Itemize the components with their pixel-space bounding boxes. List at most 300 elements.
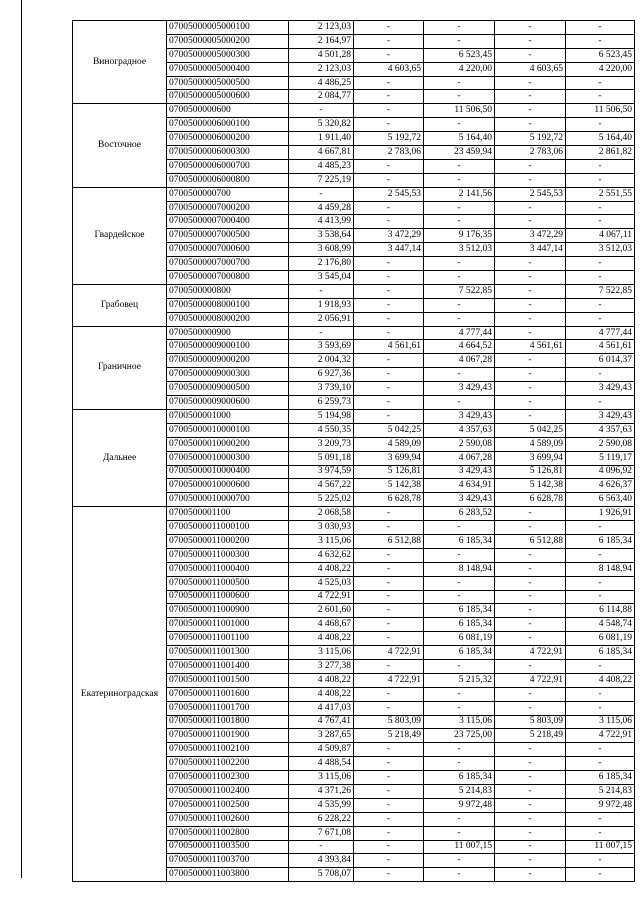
value-col-1: 2 123,03 bbox=[289, 62, 354, 76]
value-col-3: - bbox=[424, 701, 495, 715]
value-col-4: - bbox=[495, 604, 566, 618]
value-col-5: - bbox=[566, 201, 635, 215]
value-col-1: 3 593,69 bbox=[289, 340, 354, 354]
value-col-2: - bbox=[354, 104, 424, 118]
value-col-1: 2 056,91 bbox=[289, 312, 354, 326]
value-col-3: 4 777,44 bbox=[424, 326, 495, 340]
code-cell: 07005000005000300 bbox=[167, 48, 289, 62]
value-col-3: - bbox=[424, 312, 495, 326]
value-col-2: - bbox=[354, 326, 424, 340]
value-col-3: 3 429,43 bbox=[424, 465, 495, 479]
value-col-5: 5 214,83 bbox=[566, 784, 635, 798]
value-col-1: 3 115,06 bbox=[289, 534, 354, 548]
value-col-4: - bbox=[495, 743, 566, 757]
value-col-4: - bbox=[495, 34, 566, 48]
value-col-4: - bbox=[495, 868, 566, 882]
value-col-3: - bbox=[424, 21, 495, 35]
value-col-2: - bbox=[354, 548, 424, 562]
value-col-5: 3 429,43 bbox=[566, 409, 635, 423]
value-col-1: 3 739,10 bbox=[289, 382, 354, 396]
value-col-2: - bbox=[354, 590, 424, 604]
value-col-3: 3 429,43 bbox=[424, 409, 495, 423]
value-col-5: 11 007,15 bbox=[566, 840, 635, 854]
value-col-2: 3 472,29 bbox=[354, 229, 424, 243]
value-col-5: - bbox=[566, 312, 635, 326]
code-cell: 07005000011002100 bbox=[167, 743, 289, 757]
value-col-3: 4 664,52 bbox=[424, 340, 495, 354]
value-col-3: 5 215,32 bbox=[424, 673, 495, 687]
value-col-2: 4 603,65 bbox=[354, 62, 424, 76]
code-cell: 07005000005000400 bbox=[167, 62, 289, 76]
value-col-1: 5 708,07 bbox=[289, 868, 354, 882]
value-col-4: - bbox=[495, 632, 566, 646]
value-col-4: - bbox=[495, 757, 566, 771]
value-col-1: 4 468,67 bbox=[289, 618, 354, 632]
value-col-2: - bbox=[354, 215, 424, 229]
value-col-1: 3 115,06 bbox=[289, 646, 354, 660]
table-row bbox=[73, 326, 635, 340]
value-col-3: - bbox=[424, 757, 495, 771]
value-col-1: 4 501,28 bbox=[289, 48, 354, 62]
value-col-2: 4 561,61 bbox=[354, 340, 424, 354]
value-col-1: 4 459,28 bbox=[289, 201, 354, 215]
settlement-name: Виноградное bbox=[73, 21, 167, 104]
value-col-1: - bbox=[289, 326, 354, 340]
code-cell: 0700500000600 bbox=[167, 104, 289, 118]
value-col-2: - bbox=[354, 784, 424, 798]
value-col-4: - bbox=[495, 826, 566, 840]
value-col-1: 4 393,84 bbox=[289, 854, 354, 868]
value-col-4: - bbox=[495, 576, 566, 590]
value-col-2: - bbox=[354, 118, 424, 132]
value-col-3: 6 523,45 bbox=[424, 48, 495, 62]
value-col-1: 4 485,23 bbox=[289, 159, 354, 173]
code-cell: 07005000008000200 bbox=[167, 312, 289, 326]
code-cell: 07005000009000500 bbox=[167, 382, 289, 396]
value-col-3: 4 357,63 bbox=[424, 423, 495, 437]
code-cell: 07005000010000200 bbox=[167, 437, 289, 451]
code-cell: 07005000006000700 bbox=[167, 159, 289, 173]
value-col-4: - bbox=[495, 854, 566, 868]
code-cell: 0700500000800 bbox=[167, 284, 289, 298]
value-col-3: - bbox=[424, 159, 495, 173]
value-col-5: - bbox=[566, 298, 635, 312]
value-col-5: 6 081,19 bbox=[566, 632, 635, 646]
settlement-name: Граничное bbox=[73, 326, 167, 409]
code-cell: 07005000011001100 bbox=[167, 632, 289, 646]
value-col-2: - bbox=[354, 298, 424, 312]
table-row bbox=[73, 284, 635, 298]
code-cell: 0700500000900 bbox=[167, 326, 289, 340]
code-cell: 0700500001100 bbox=[167, 507, 289, 521]
value-col-3: 2 590,08 bbox=[424, 437, 495, 451]
value-col-5: - bbox=[566, 701, 635, 715]
value-col-1: 6 228,22 bbox=[289, 812, 354, 826]
value-col-1: 3 608,99 bbox=[289, 243, 354, 257]
value-col-4: 5 218,49 bbox=[495, 729, 566, 743]
value-col-5: 6 185,34 bbox=[566, 646, 635, 660]
value-col-5: - bbox=[566, 757, 635, 771]
value-col-4: - bbox=[495, 798, 566, 812]
value-col-3: 6 185,34 bbox=[424, 771, 495, 785]
value-col-3: - bbox=[424, 826, 495, 840]
value-col-5: 4 777,44 bbox=[566, 326, 635, 340]
value-col-5: 6 185,34 bbox=[566, 771, 635, 785]
code-cell: 07005000007000200 bbox=[167, 201, 289, 215]
value-col-4: - bbox=[495, 687, 566, 701]
table-row bbox=[73, 409, 635, 423]
value-col-2: - bbox=[354, 257, 424, 271]
value-col-5: 6 114,88 bbox=[566, 604, 635, 618]
value-col-1: - bbox=[289, 187, 354, 201]
value-col-1: 2 601,60 bbox=[289, 604, 354, 618]
value-col-4: - bbox=[495, 507, 566, 521]
value-col-1: 6 927,36 bbox=[289, 368, 354, 382]
code-cell: 07005000011002600 bbox=[167, 812, 289, 826]
value-col-3: 23 459,94 bbox=[424, 146, 495, 160]
value-col-5: 2 551,55 bbox=[566, 187, 635, 201]
value-col-3: - bbox=[424, 396, 495, 410]
value-col-1: 6 259,73 bbox=[289, 396, 354, 410]
value-col-5: 3 429,43 bbox=[566, 382, 635, 396]
code-cell: 0700500000700 bbox=[167, 187, 289, 201]
value-col-4: 3 472,29 bbox=[495, 229, 566, 243]
value-col-5: - bbox=[566, 215, 635, 229]
value-col-5: - bbox=[566, 396, 635, 410]
settlement-name: Дальнее bbox=[73, 409, 167, 506]
code-cell: 07005000010000400 bbox=[167, 465, 289, 479]
value-col-3: - bbox=[424, 76, 495, 90]
value-col-2: 5 142,38 bbox=[354, 479, 424, 493]
value-col-3: 3 115,06 bbox=[424, 715, 495, 729]
value-col-3: - bbox=[424, 368, 495, 382]
value-col-1: 3 209,73 bbox=[289, 437, 354, 451]
code-cell: 07005000009000300 bbox=[167, 368, 289, 382]
value-col-4: - bbox=[495, 784, 566, 798]
value-col-3: 8 148,94 bbox=[424, 562, 495, 576]
value-col-1: - bbox=[289, 840, 354, 854]
value-col-4: - bbox=[495, 298, 566, 312]
value-col-3: - bbox=[424, 118, 495, 132]
value-col-3: - bbox=[424, 173, 495, 187]
code-cell: 07005000010000600 bbox=[167, 479, 289, 493]
value-col-1: 4 567,22 bbox=[289, 479, 354, 493]
value-col-3: - bbox=[424, 659, 495, 673]
value-col-5: 4 357,63 bbox=[566, 423, 635, 437]
value-col-4: - bbox=[495, 48, 566, 62]
value-col-3: - bbox=[424, 34, 495, 48]
code-cell: 07005000011002400 bbox=[167, 784, 289, 798]
value-col-5: 1 926,91 bbox=[566, 507, 635, 521]
value-col-4: - bbox=[495, 812, 566, 826]
value-col-5: 11 506,50 bbox=[566, 104, 635, 118]
value-col-5: 4 561,61 bbox=[566, 340, 635, 354]
code-cell: 07005000006000100 bbox=[167, 118, 289, 132]
value-col-3: 5 164,40 bbox=[424, 132, 495, 146]
value-col-4: 4 603,65 bbox=[495, 62, 566, 76]
value-col-5: 8 148,94 bbox=[566, 562, 635, 576]
value-col-3: 4 067,28 bbox=[424, 451, 495, 465]
value-col-3: 7 522,85 bbox=[424, 284, 495, 298]
value-col-2: - bbox=[354, 868, 424, 882]
value-col-5: 6 563,40 bbox=[566, 493, 635, 507]
code-cell: 07005000009000600 bbox=[167, 396, 289, 410]
code-cell: 07005000011003500 bbox=[167, 840, 289, 854]
value-col-1: 4 486,25 bbox=[289, 76, 354, 90]
value-col-5: 4 408,22 bbox=[566, 673, 635, 687]
value-col-4: - bbox=[495, 521, 566, 535]
value-col-2: - bbox=[354, 312, 424, 326]
code-cell: 07005000011000200 bbox=[167, 534, 289, 548]
value-col-5: 5 119,17 bbox=[566, 451, 635, 465]
value-col-4: - bbox=[495, 618, 566, 632]
value-col-5: - bbox=[566, 687, 635, 701]
code-cell: 07005000009000200 bbox=[167, 354, 289, 368]
value-col-2: - bbox=[354, 396, 424, 410]
value-col-2: - bbox=[354, 159, 424, 173]
code-cell: 07005000010000300 bbox=[167, 451, 289, 465]
value-col-5: - bbox=[566, 590, 635, 604]
value-col-3: - bbox=[424, 548, 495, 562]
value-col-4: 3 699,94 bbox=[495, 451, 566, 465]
code-cell: 07005000009000100 bbox=[167, 340, 289, 354]
value-col-1: 4 413,99 bbox=[289, 215, 354, 229]
value-col-5: - bbox=[566, 257, 635, 271]
code-cell: 07005000006000800 bbox=[167, 173, 289, 187]
value-col-4: - bbox=[495, 548, 566, 562]
code-cell: 07005000005000600 bbox=[167, 90, 289, 104]
code-cell: 07005000011000900 bbox=[167, 604, 289, 618]
code-cell: 07005000010000700 bbox=[167, 493, 289, 507]
value-col-4: - bbox=[495, 701, 566, 715]
value-col-5: 3 512,03 bbox=[566, 243, 635, 257]
value-col-2: - bbox=[354, 284, 424, 298]
value-col-2: - bbox=[354, 34, 424, 48]
value-col-2: 5 042,25 bbox=[354, 423, 424, 437]
value-col-2: 3 447,14 bbox=[354, 243, 424, 257]
value-col-2: - bbox=[354, 90, 424, 104]
value-col-5: - bbox=[566, 90, 635, 104]
value-col-1: 2 176,80 bbox=[289, 257, 354, 271]
value-col-1: 4 488,54 bbox=[289, 757, 354, 771]
code-cell: 07005000011001700 bbox=[167, 701, 289, 715]
value-col-1: 4 408,22 bbox=[289, 632, 354, 646]
value-col-5: 7 522,85 bbox=[566, 284, 635, 298]
value-col-5: 2 590,08 bbox=[566, 437, 635, 451]
value-col-2: - bbox=[354, 271, 424, 285]
value-col-4: - bbox=[495, 396, 566, 410]
value-col-5: 2 861,82 bbox=[566, 146, 635, 160]
value-col-2: - bbox=[354, 354, 424, 368]
value-col-4: 6 512,88 bbox=[495, 534, 566, 548]
code-cell: 07005000011001800 bbox=[167, 715, 289, 729]
value-col-5: - bbox=[566, 743, 635, 757]
code-cell: 07005000005000500 bbox=[167, 76, 289, 90]
value-col-4: - bbox=[495, 771, 566, 785]
value-col-1: 4 632,62 bbox=[289, 548, 354, 562]
value-col-5: 4 548,74 bbox=[566, 618, 635, 632]
value-col-1: 4 408,22 bbox=[289, 687, 354, 701]
value-col-4: - bbox=[495, 354, 566, 368]
value-col-2: - bbox=[354, 604, 424, 618]
value-col-1: 5 091,18 bbox=[289, 451, 354, 465]
value-col-1: - bbox=[289, 104, 354, 118]
value-col-3: 4 634,91 bbox=[424, 479, 495, 493]
value-col-2: - bbox=[354, 576, 424, 590]
code-cell: 07005000011000100 bbox=[167, 521, 289, 535]
value-col-5: - bbox=[566, 34, 635, 48]
value-col-5: - bbox=[566, 826, 635, 840]
value-col-1: 4 371,26 bbox=[289, 784, 354, 798]
value-col-3: - bbox=[424, 812, 495, 826]
value-col-2: - bbox=[354, 854, 424, 868]
value-col-1: 4 525,03 bbox=[289, 576, 354, 590]
value-col-2: - bbox=[354, 21, 424, 35]
code-cell: 07005000011001500 bbox=[167, 673, 289, 687]
code-cell: 07005000005000200 bbox=[167, 34, 289, 48]
code-cell: 07005000011000400 bbox=[167, 562, 289, 576]
value-col-3: 6 081,19 bbox=[424, 632, 495, 646]
value-col-3: - bbox=[424, 868, 495, 882]
settlement-name: Гвардейское bbox=[73, 187, 167, 284]
value-col-2: - bbox=[354, 632, 424, 646]
value-col-1: 2 123,03 bbox=[289, 21, 354, 35]
value-col-3: 4 067,28 bbox=[424, 354, 495, 368]
value-col-3: - bbox=[424, 90, 495, 104]
value-col-1: 5 320,82 bbox=[289, 118, 354, 132]
value-col-1: 4 408,22 bbox=[289, 673, 354, 687]
value-col-1: 3 538,64 bbox=[289, 229, 354, 243]
value-col-2: - bbox=[354, 812, 424, 826]
value-col-2: - bbox=[354, 743, 424, 757]
value-col-1: 7 671,08 bbox=[289, 826, 354, 840]
value-col-3: 2 141,56 bbox=[424, 187, 495, 201]
value-col-4: - bbox=[495, 312, 566, 326]
code-cell: 07005000011000300 bbox=[167, 548, 289, 562]
value-col-4: 4 589,09 bbox=[495, 437, 566, 451]
value-col-4: 4 561,61 bbox=[495, 340, 566, 354]
value-col-4: 2 783,06 bbox=[495, 146, 566, 160]
value-col-3: - bbox=[424, 271, 495, 285]
value-col-4: 5 042,25 bbox=[495, 423, 566, 437]
value-col-4: - bbox=[495, 284, 566, 298]
value-col-2: - bbox=[354, 173, 424, 187]
value-col-3: 6 185,34 bbox=[424, 646, 495, 660]
value-col-3: - bbox=[424, 854, 495, 868]
value-col-3: 11 506,50 bbox=[424, 104, 495, 118]
value-col-2: - bbox=[354, 701, 424, 715]
value-col-1: 2 164,97 bbox=[289, 34, 354, 48]
code-cell: 07005000008000100 bbox=[167, 298, 289, 312]
value-col-5: - bbox=[566, 159, 635, 173]
value-col-2: - bbox=[354, 507, 424, 521]
value-col-3: 6 185,34 bbox=[424, 534, 495, 548]
value-col-3: 6 185,34 bbox=[424, 604, 495, 618]
value-col-1: 5 225,02 bbox=[289, 493, 354, 507]
value-col-3: 5 214,83 bbox=[424, 784, 495, 798]
value-col-2: - bbox=[354, 201, 424, 215]
code-cell: 07005000011002200 bbox=[167, 757, 289, 771]
value-col-5: - bbox=[566, 812, 635, 826]
value-col-1: 5 194,98 bbox=[289, 409, 354, 423]
value-col-5: - bbox=[566, 21, 635, 35]
left-margin-rule bbox=[21, 0, 22, 878]
value-col-2: 5 803,09 bbox=[354, 715, 424, 729]
value-col-1: 7 225,19 bbox=[289, 173, 354, 187]
value-col-4: - bbox=[495, 21, 566, 35]
value-col-2: - bbox=[354, 618, 424, 632]
value-col-1: 2 004,32 bbox=[289, 354, 354, 368]
value-col-3: 3 512,03 bbox=[424, 243, 495, 257]
value-col-2: - bbox=[354, 562, 424, 576]
value-col-5: - bbox=[566, 521, 635, 535]
value-col-4: - bbox=[495, 215, 566, 229]
value-col-3: - bbox=[424, 521, 495, 535]
value-col-1: 4 535,99 bbox=[289, 798, 354, 812]
value-col-4: - bbox=[495, 90, 566, 104]
code-cell: 07005000011001400 bbox=[167, 659, 289, 673]
value-col-3: 6 185,34 bbox=[424, 618, 495, 632]
value-col-3: 4 220,00 bbox=[424, 62, 495, 76]
code-cell: 07005000011001900 bbox=[167, 729, 289, 743]
value-col-4: - bbox=[495, 104, 566, 118]
value-col-5: - bbox=[566, 576, 635, 590]
value-col-4: - bbox=[495, 382, 566, 396]
value-col-2: 5 126,81 bbox=[354, 465, 424, 479]
value-col-2: - bbox=[354, 771, 424, 785]
value-col-2: 4 589,09 bbox=[354, 437, 424, 451]
settlement-name: Екатериноградская bbox=[73, 507, 167, 882]
code-cell: 0700500001000 bbox=[167, 409, 289, 423]
value-col-2: 6 512,88 bbox=[354, 534, 424, 548]
value-col-1: 3 287,65 bbox=[289, 729, 354, 743]
code-cell: 07005000011001000 bbox=[167, 618, 289, 632]
value-col-5: 3 115,06 bbox=[566, 715, 635, 729]
value-col-4: 4 722,91 bbox=[495, 646, 566, 660]
value-col-5: 4 722,91 bbox=[566, 729, 635, 743]
value-col-4: - bbox=[495, 271, 566, 285]
value-col-1: - bbox=[289, 284, 354, 298]
value-col-2: - bbox=[354, 382, 424, 396]
code-cell: 07005000006000200 bbox=[167, 132, 289, 146]
value-col-2: - bbox=[354, 76, 424, 90]
value-col-4: - bbox=[495, 368, 566, 382]
value-col-3: 23 725,00 bbox=[424, 729, 495, 743]
tariff-table bbox=[72, 20, 635, 882]
value-col-3: - bbox=[424, 298, 495, 312]
value-col-3: - bbox=[424, 215, 495, 229]
value-col-5: 4 096,92 bbox=[566, 465, 635, 479]
code-cell: 07005000011000500 bbox=[167, 576, 289, 590]
value-col-5: - bbox=[566, 868, 635, 882]
value-col-4: 4 722,91 bbox=[495, 673, 566, 687]
value-col-4: - bbox=[495, 326, 566, 340]
value-col-5: - bbox=[566, 659, 635, 673]
value-col-1: 2 084,77 bbox=[289, 90, 354, 104]
code-cell: 07005000007000500 bbox=[167, 229, 289, 243]
value-col-1: 3 277,38 bbox=[289, 659, 354, 673]
value-col-2: 5 218,49 bbox=[354, 729, 424, 743]
value-col-3: - bbox=[424, 743, 495, 757]
code-cell: 07005000010000100 bbox=[167, 423, 289, 437]
value-col-4: - bbox=[495, 159, 566, 173]
code-cell: 07005000011002500 bbox=[167, 798, 289, 812]
value-col-1: 3 030,93 bbox=[289, 521, 354, 535]
value-col-4: - bbox=[495, 409, 566, 423]
value-col-3: 3 429,43 bbox=[424, 382, 495, 396]
value-col-5: 4 067,11 bbox=[566, 229, 635, 243]
value-col-5: - bbox=[566, 76, 635, 90]
